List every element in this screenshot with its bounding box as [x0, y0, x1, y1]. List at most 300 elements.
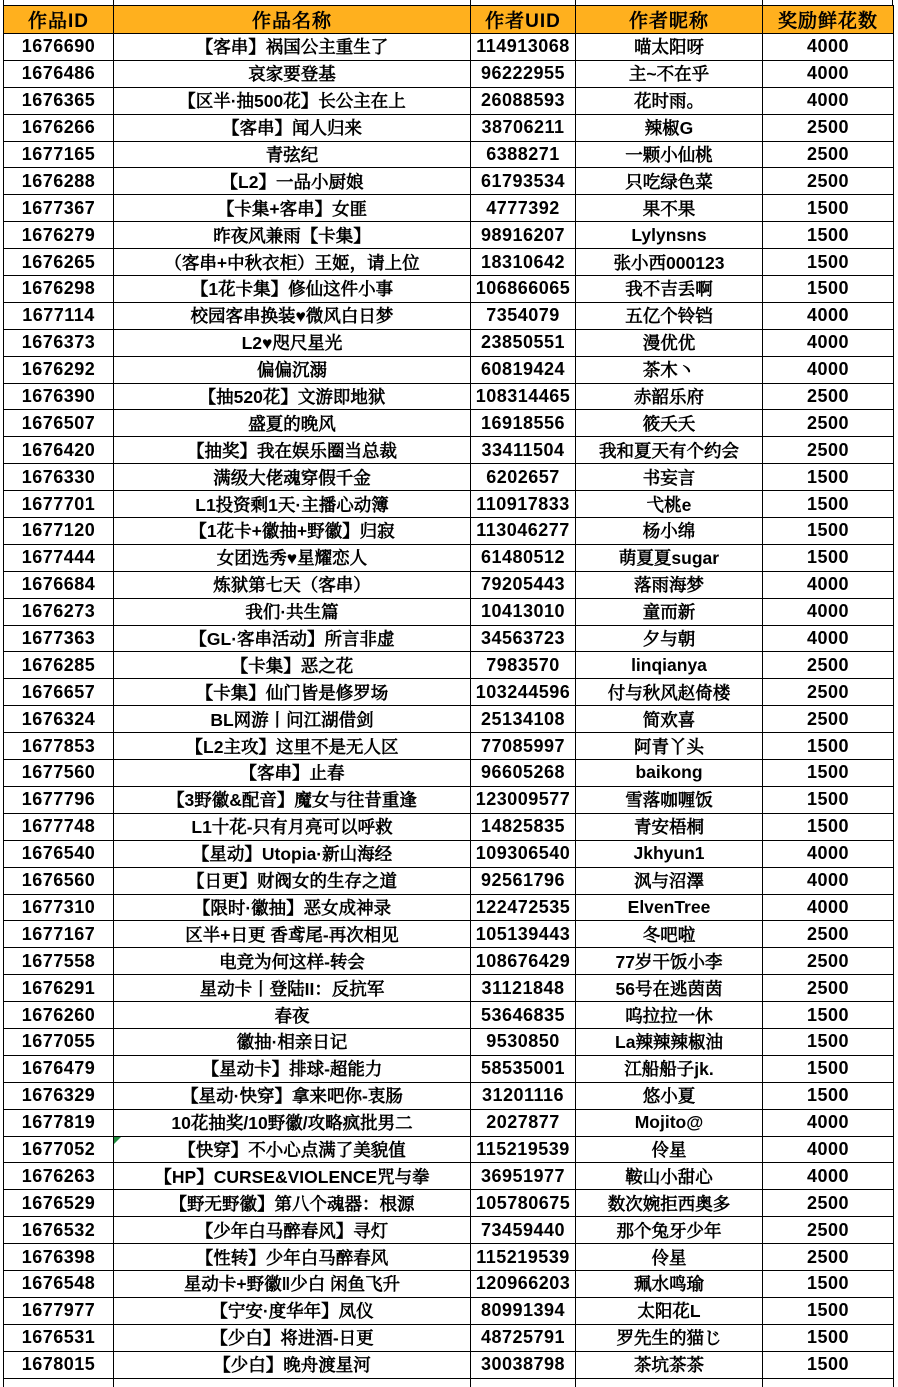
work-name-cell[interactable]: 青弦纪: [114, 141, 471, 168]
work-id-cell[interactable]: 1676279: [4, 222, 114, 249]
author-uid-cell[interactable]: 10413010: [471, 598, 576, 625]
work-id-cell[interactable]: 1677560: [4, 760, 114, 787]
author-uid-cell[interactable]: 2027877: [471, 1109, 576, 1136]
flower-count-cell[interactable]: 4000: [763, 867, 894, 894]
work-id-cell[interactable]: 1676540: [4, 840, 114, 867]
work-name-cell[interactable]: 【客串】祸国公主重生了: [114, 34, 471, 61]
work-id-cell[interactable]: 1676263: [4, 1163, 114, 1190]
author-nickname-cell[interactable]: 一颗小仙桃: [576, 141, 763, 168]
table-row: [4, 114, 894, 141]
work-id-cell[interactable]: 1676265: [4, 249, 114, 276]
work-id-cell[interactable]: 1677367: [4, 195, 114, 222]
author-nickname-cell[interactable]: 简欢喜: [576, 706, 763, 733]
author-nickname-cell[interactable]: 阿青丫头: [576, 733, 763, 760]
work-name-cell[interactable]: 春夜: [114, 1002, 471, 1029]
work-name-cell[interactable]: 【少白】晚舟渡星河: [114, 1351, 471, 1378]
author-uid-cell[interactable]: 96222955: [471, 60, 576, 87]
table-row: [4, 383, 894, 410]
author-uid-cell[interactable]: 98916207: [471, 222, 576, 249]
flower-count-cell[interactable]: 2500: [763, 383, 894, 410]
flower-count-cell[interactable]: 1500: [763, 1082, 894, 1109]
work-id-cell[interactable]: 1676273: [4, 598, 114, 625]
flower-count-cell[interactable]: 2500: [763, 114, 894, 141]
work-id-cell[interactable]: 1676398: [4, 1244, 114, 1271]
flower-count-cell[interactable]: 1500: [763, 249, 894, 276]
author-nickname-cell[interactable]: 江船船子jk.: [576, 1055, 763, 1082]
work-id-cell[interactable]: 1676330: [4, 464, 114, 491]
author-nickname-cell[interactable]: 沨与沼澤: [576, 867, 763, 894]
table-row: [4, 1351, 894, 1378]
work-name-cell[interactable]: 【区半·抽500花】长公主在上: [114, 87, 471, 114]
author-nickname-cell[interactable]: 鞍山小甜心: [576, 1163, 763, 1190]
work-id-cell[interactable]: 1676373: [4, 329, 114, 356]
author-uid-cell[interactable]: 110917833: [471, 491, 576, 518]
work-id-cell[interactable]: 1677819: [4, 1109, 114, 1136]
column-header-author-nick[interactable]: 作者昵称: [576, 6, 763, 34]
flower-count-cell[interactable]: 2500: [763, 437, 894, 464]
author-nickname-cell[interactable]: 数次婉拒西奥多: [576, 1190, 763, 1217]
work-id-cell[interactable]: 1677120: [4, 518, 114, 545]
author-uid-cell[interactable]: 30038798: [471, 1351, 576, 1378]
table-row: [4, 87, 894, 114]
work-id-cell[interactable]: 1676657: [4, 679, 114, 706]
column-header-work-name[interactable]: 作品名称: [114, 6, 471, 34]
table-row: [4, 437, 894, 464]
author-nickname-cell[interactable]: Lylynsns: [576, 222, 763, 249]
author-uid-cell[interactable]: 26088593: [471, 87, 576, 114]
work-name-cell[interactable]: （客串+中秋衣柜）王姬，请上位: [114, 249, 471, 276]
table-body: [4, 34, 894, 1387]
work-id-cell[interactable]: 1676291: [4, 975, 114, 1002]
author-nickname-cell[interactable]: 冬吧啦: [576, 921, 763, 948]
author-uid-cell[interactable]: 108676429: [471, 948, 576, 975]
work-name-cell[interactable]: 【星动·快穿】拿来吧你-衷肠: [114, 1082, 471, 1109]
flower-count-cell[interactable]: 4000: [763, 87, 894, 114]
author-uid-cell[interactable]: 105780675: [471, 1190, 576, 1217]
table-row: [4, 786, 894, 813]
work-id-cell[interactable]: 1676329: [4, 1082, 114, 1109]
author-nickname-cell[interactable]: 筱夭夭: [576, 410, 763, 437]
flower-count-cell[interactable]: 4000: [763, 598, 894, 625]
work-name-cell[interactable]: 区半+日更 香鸢尾-再次相见: [114, 921, 471, 948]
flower-count-cell[interactable]: 1500: [763, 518, 894, 545]
author-nickname-cell[interactable]: Jkhyun1: [576, 840, 763, 867]
work-name-cell[interactable]: 【客串】止春: [114, 760, 471, 787]
author-nickname-cell[interactable]: 主~不在乎: [576, 60, 763, 87]
work-name-cell[interactable]: 徽抽·相亲日记: [114, 1028, 471, 1055]
author-uid-cell[interactable]: 120966203: [471, 1270, 576, 1297]
flower-count-cell[interactable]: 1500: [763, 1028, 894, 1055]
work-name-cell[interactable]: 【星动卡】排球-超能力: [114, 1055, 471, 1082]
work-id-cell[interactable]: 1677310: [4, 894, 114, 921]
work-name-cell[interactable]: L2♥咫尺星光: [114, 329, 471, 356]
work-name-cell[interactable]: 【卡集+客串】女匪: [114, 195, 471, 222]
author-nickname-cell[interactable]: 珮水鸣瑜: [576, 1270, 763, 1297]
flower-count-cell[interactable]: 2500: [763, 706, 894, 733]
flower-count-cell[interactable]: 1500: [763, 1297, 894, 1324]
partial-row: [4, 1378, 894, 1387]
work-name-cell[interactable]: 【L2主攻】这里不是无人区: [114, 733, 471, 760]
flower-count-cell[interactable]: 1500: [763, 1055, 894, 1082]
flower-count-cell[interactable]: 2500: [763, 948, 894, 975]
work-id-cell[interactable]: 1676690: [4, 34, 114, 61]
work-id-cell[interactable]: 1676684: [4, 571, 114, 598]
author-nickname-cell[interactable]: 漫优优: [576, 329, 763, 356]
work-id-cell[interactable]: 1676507: [4, 410, 114, 437]
flower-count-cell[interactable]: 1500: [763, 276, 894, 303]
work-id-cell[interactable]: 1676479: [4, 1055, 114, 1082]
author-uid-cell[interactable]: 58535001: [471, 1055, 576, 1082]
author-nickname-cell[interactable]: 辣椒G: [576, 114, 763, 141]
flower-count-cell[interactable]: 4000: [763, 1109, 894, 1136]
author-uid-cell[interactable]: 36951977: [471, 1163, 576, 1190]
author-nickname-cell[interactable]: 罗先生的猫じ: [576, 1324, 763, 1351]
table-row: [4, 168, 894, 195]
table-row: [4, 195, 894, 222]
work-name-cell[interactable]: 女团选秀♥星耀恋人: [114, 544, 471, 571]
table-row: [4, 679, 894, 706]
work-name-cell[interactable]: 哀家要登基: [114, 60, 471, 87]
author-nickname-cell[interactable]: 花时雨。: [576, 87, 763, 114]
author-uid-cell[interactable]: 18310642: [471, 249, 576, 276]
work-id-cell[interactable]: 1677055: [4, 1028, 114, 1055]
author-uid-cell[interactable]: 61793534: [471, 168, 576, 195]
empty-cell[interactable]: [4, 1378, 114, 1387]
flower-count-cell[interactable]: 4000: [763, 60, 894, 87]
flower-count-cell[interactable]: 2500: [763, 1190, 894, 1217]
author-nickname-cell[interactable]: 77岁干饭小李: [576, 948, 763, 975]
work-name-cell[interactable]: 偏偏沉溺: [114, 356, 471, 383]
work-name-cell[interactable]: 【1花卡集】修仙这件小事: [114, 276, 471, 303]
author-uid-cell[interactable]: 115219539: [471, 1136, 576, 1163]
flower-count-cell[interactable]: 4000: [763, 302, 894, 329]
table-row: [4, 141, 894, 168]
work-id-cell[interactable]: 1676288: [4, 168, 114, 195]
author-nickname-cell[interactable]: 五亿个铃铛: [576, 302, 763, 329]
table-row: [4, 1270, 894, 1297]
author-uid-cell[interactable]: 23850551: [471, 329, 576, 356]
work-id-cell[interactable]: 1677701: [4, 491, 114, 518]
author-uid-cell[interactable]: 4777392: [471, 195, 576, 222]
work-name-cell[interactable]: BL网游丨问江湖借剑: [114, 706, 471, 733]
flower-count-cell[interactable]: 4000: [763, 356, 894, 383]
author-nickname-cell[interactable]: 果不果: [576, 195, 763, 222]
work-name-cell[interactable]: 炼狱第七天（客串）: [114, 571, 471, 598]
author-nickname-cell[interactable]: 书妄言: [576, 464, 763, 491]
author-uid-cell[interactable]: 79205443: [471, 571, 576, 598]
table-row: [4, 813, 894, 840]
table-row: [4, 544, 894, 571]
author-uid-cell[interactable]: 73459440: [471, 1217, 576, 1244]
empty-cell[interactable]: [471, 1378, 576, 1387]
author-uid-cell[interactable]: 34563723: [471, 625, 576, 652]
work-name-cell[interactable]: 【卡集】恶之花: [114, 652, 471, 679]
table-row: [4, 302, 894, 329]
author-nickname-cell[interactable]: 付与秋风赵倚楼: [576, 679, 763, 706]
author-uid-cell[interactable]: 60819424: [471, 356, 576, 383]
empty-cell[interactable]: [763, 1378, 894, 1387]
author-nickname-cell[interactable]: 赤韶乐府: [576, 383, 763, 410]
author-nickname-cell[interactable]: 我和夏天有个约会: [576, 437, 763, 464]
table-row: [4, 276, 894, 303]
flower-count-cell[interactable]: 2500: [763, 652, 894, 679]
author-nickname-cell[interactable]: 呜拉拉一休: [576, 1002, 763, 1029]
work-name-cell[interactable]: 【客串】闻人归来: [114, 114, 471, 141]
work-id-cell[interactable]: 1676365: [4, 87, 114, 114]
author-uid-cell[interactable]: 80991394: [471, 1297, 576, 1324]
table-row: [4, 1217, 894, 1244]
table-row: [4, 1136, 894, 1163]
empty-cell[interactable]: [114, 1378, 471, 1387]
work-id-cell[interactable]: 1676548: [4, 1270, 114, 1297]
author-nickname-cell[interactable]: 弋桃e: [576, 491, 763, 518]
work-id-cell[interactable]: 1676298: [4, 276, 114, 303]
author-nickname-cell[interactable]: 太阳花L: [576, 1297, 763, 1324]
reward-table: [3, 5, 894, 1387]
table-row: [4, 1055, 894, 1082]
flower-count-cell[interactable]: 1500: [763, 544, 894, 571]
work-id-cell[interactable]: 1676390: [4, 383, 114, 410]
author-uid-cell[interactable]: 31121848: [471, 975, 576, 1002]
table-row: [4, 1028, 894, 1055]
work-name-cell[interactable]: 电竞为何这样-转会: [114, 948, 471, 975]
table-row: [4, 921, 894, 948]
table-row: [4, 733, 894, 760]
work-id-cell[interactable]: 1677114: [4, 302, 114, 329]
work-id-cell[interactable]: 1678015: [4, 1351, 114, 1378]
author-nickname-cell[interactable]: La辣辣辣椒油: [576, 1028, 763, 1055]
author-nickname-cell[interactable]: 悠小夏: [576, 1082, 763, 1109]
author-uid-cell[interactable]: 106866065: [471, 276, 576, 303]
work-name-cell[interactable]: 星动卡丨登陆II：反抗军: [114, 975, 471, 1002]
work-id-cell[interactable]: 1676531: [4, 1324, 114, 1351]
empty-cell[interactable]: [576, 1378, 763, 1387]
work-id-cell[interactable]: 1677748: [4, 813, 114, 840]
work-id-cell[interactable]: 1677853: [4, 733, 114, 760]
author-nickname-cell[interactable]: ElvenTree: [576, 894, 763, 921]
table-row: [4, 34, 894, 61]
author-nickname-cell[interactable]: 56号在逃茵茵: [576, 975, 763, 1002]
flower-count-cell[interactable]: 1500: [763, 786, 894, 813]
work-name-cell[interactable]: 【1花卡+徽抽+野徽】归寂: [114, 518, 471, 545]
author-nickname-cell[interactable]: linqianya: [576, 652, 763, 679]
author-uid-cell[interactable]: 6388271: [471, 141, 576, 168]
work-name-cell[interactable]: 【性转】少年白马醉春风: [114, 1244, 471, 1271]
flower-count-cell[interactable]: 1500: [763, 813, 894, 840]
flower-count-cell[interactable]: 2500: [763, 679, 894, 706]
author-uid-cell[interactable]: 114913068: [471, 34, 576, 61]
flower-count-cell[interactable]: 1500: [763, 760, 894, 787]
flower-count-cell[interactable]: 4000: [763, 329, 894, 356]
table-row: [4, 571, 894, 598]
author-uid-cell[interactable]: 33411504: [471, 437, 576, 464]
work-id-cell[interactable]: 1677977: [4, 1297, 114, 1324]
work-id-cell[interactable]: 1677444: [4, 544, 114, 571]
author-uid-cell[interactable]: 122472535: [471, 894, 576, 921]
table-row: [4, 60, 894, 87]
table-row: [4, 410, 894, 437]
work-id-cell[interactable]: 1676292: [4, 356, 114, 383]
work-name-cell[interactable]: 【少白】将进酒-日更: [114, 1324, 471, 1351]
author-nickname-cell[interactable]: 张小西000123: [576, 249, 763, 276]
author-uid-cell[interactable]: 6202657: [471, 464, 576, 491]
author-nickname-cell[interactable]: Mojito@: [576, 1109, 763, 1136]
work-id-cell[interactable]: 1676486: [4, 60, 114, 87]
author-nickname-cell[interactable]: 萌夏夏sugar: [576, 544, 763, 571]
work-name-cell[interactable]: 【抽520花】文游即地狱: [114, 383, 471, 410]
author-uid-cell[interactable]: 7983570: [471, 652, 576, 679]
work-name-cell[interactable]: 我们·共生篇: [114, 598, 471, 625]
flower-count-cell[interactable]: 1500: [763, 1270, 894, 1297]
work-name-cell[interactable]: 盛夏的晚风: [114, 410, 471, 437]
author-nickname-cell[interactable]: 那个兔牙少年: [576, 1217, 763, 1244]
work-id-cell[interactable]: 1676560: [4, 867, 114, 894]
author-uid-cell[interactable]: 9530850: [471, 1028, 576, 1055]
work-name-cell[interactable]: 【星动】Utopia·新山海经: [114, 840, 471, 867]
column-header-work-id[interactable]: 作品ID: [4, 6, 114, 34]
flower-count-cell[interactable]: 1500: [763, 222, 894, 249]
author-uid-cell[interactable]: 53646835: [471, 1002, 576, 1029]
author-nickname-cell[interactable]: 杨小绵: [576, 518, 763, 545]
flower-count-cell[interactable]: 2500: [763, 410, 894, 437]
work-name-cell[interactable]: 【日更】财阀女的生存之道: [114, 867, 471, 894]
table-row: [4, 1244, 894, 1271]
error-flag-triangle-icon: [114, 1137, 121, 1144]
table-row: [4, 464, 894, 491]
work-name-cell[interactable]: 【GL·客串活动】所言非虚: [114, 625, 471, 652]
flower-count-cell[interactable]: 1500: [763, 1324, 894, 1351]
author-uid-cell[interactable]: 31201116: [471, 1082, 576, 1109]
work-id-cell[interactable]: 1677796: [4, 786, 114, 813]
column-header-author-uid[interactable]: 作者UID: [471, 6, 576, 34]
flower-count-cell[interactable]: 4000: [763, 571, 894, 598]
work-name-cell[interactable]: 【L2】一品小厨娘: [114, 168, 471, 195]
flower-count-cell[interactable]: 1500: [763, 195, 894, 222]
work-name-cell[interactable]: 【野无野徽】第八个魂器：根源: [114, 1190, 471, 1217]
author-nickname-cell[interactable]: 伶星: [576, 1244, 763, 1271]
work-name-cell[interactable]: 昨夜风兼雨【卡集】: [114, 222, 471, 249]
flower-count-cell[interactable]: 4000: [763, 840, 894, 867]
work-name-cell[interactable]: 校园客串换装♥微风白日梦: [114, 302, 471, 329]
table-row: [4, 1297, 894, 1324]
work-id-cell[interactable]: 1677558: [4, 948, 114, 975]
flower-count-cell[interactable]: 1500: [763, 1002, 894, 1029]
table-row: [4, 598, 894, 625]
work-id-cell[interactable]: 1676420: [4, 437, 114, 464]
work-name-cell[interactable]: 【限时·徽抽】恶女成神录: [114, 894, 471, 921]
work-name-cell[interactable]: 【3野徽&配音】魔女与往昔重逢: [114, 786, 471, 813]
author-uid-cell[interactable]: 25134108: [471, 706, 576, 733]
author-nickname-cell[interactable]: 夕与朝: [576, 625, 763, 652]
column-header-flower-count[interactable]: 奖励鲜花数: [763, 6, 894, 34]
work-name-cell[interactable]: 【快穿】不小心点满了美貌值: [114, 1136, 471, 1163]
work-id-cell[interactable]: 1676529: [4, 1190, 114, 1217]
flower-count-cell[interactable]: 4000: [763, 894, 894, 921]
author-uid-cell[interactable]: 48725791: [471, 1324, 576, 1351]
work-name-cell[interactable]: L1投资剩1天·主播心动簿: [114, 491, 471, 518]
flower-count-cell[interactable]: 2500: [763, 975, 894, 1002]
author-nickname-cell[interactable]: 茶坑茶茶: [576, 1351, 763, 1378]
author-nickname-cell[interactable]: 只吃绿色菜: [576, 168, 763, 195]
author-uid-cell[interactable]: 77085997: [471, 733, 576, 760]
author-nickname-cell[interactable]: baikong: [576, 760, 763, 787]
author-nickname-cell[interactable]: 我不吉丢啊: [576, 276, 763, 303]
table-row: [4, 760, 894, 787]
author-uid-cell[interactable]: 16918556: [471, 410, 576, 437]
work-id-cell[interactable]: 1676285: [4, 652, 114, 679]
table-row: [4, 867, 894, 894]
author-nickname-cell[interactable]: 青安梧桐: [576, 813, 763, 840]
work-id-cell[interactable]: 1677052: [4, 1136, 114, 1163]
work-name-cell[interactable]: 【卡集】仙门皆是修罗场: [114, 679, 471, 706]
author-uid-cell[interactable]: 108314465: [471, 383, 576, 410]
flower-count-cell[interactable]: 2500: [763, 141, 894, 168]
author-uid-cell[interactable]: 109306540: [471, 840, 576, 867]
author-nickname-cell[interactable]: 喵太阳呀: [576, 34, 763, 61]
work-name-cell[interactable]: 【HP】CURSE&VIOLENCE咒与拳: [114, 1163, 471, 1190]
work-name-cell[interactable]: 【少年白马醉春风】寻灯: [114, 1217, 471, 1244]
author-uid-cell[interactable]: 96605268: [471, 760, 576, 787]
work-name-cell[interactable]: 满级大佬魂穿假千金: [114, 464, 471, 491]
author-nickname-cell[interactable]: 茶木丶: [576, 356, 763, 383]
flower-count-cell[interactable]: 1500: [763, 733, 894, 760]
table-row: [4, 249, 894, 276]
author-uid-cell[interactable]: 61480512: [471, 544, 576, 571]
flower-count-cell[interactable]: 4000: [763, 34, 894, 61]
author-uid-cell[interactable]: 115219539: [471, 1244, 576, 1271]
work-id-cell[interactable]: 1676260: [4, 1002, 114, 1029]
table-row: [4, 1163, 894, 1190]
author-uid-cell[interactable]: 103244596: [471, 679, 576, 706]
header-row: [4, 6, 894, 34]
author-uid-cell[interactable]: 113046277: [471, 518, 576, 545]
work-id-cell[interactable]: 1677363: [4, 625, 114, 652]
work-name-cell[interactable]: L1十花-只有月亮可以呼救: [114, 813, 471, 840]
flower-count-cell[interactable]: 1500: [763, 1351, 894, 1378]
author-nickname-cell[interactable]: 伶星: [576, 1136, 763, 1163]
work-id-cell[interactable]: 1676266: [4, 114, 114, 141]
author-uid-cell[interactable]: 38706211: [471, 114, 576, 141]
work-name-cell[interactable]: 【抽奖】我在娱乐圈当总裁: [114, 437, 471, 464]
flower-count-cell[interactable]: 1500: [763, 491, 894, 518]
flower-count-cell[interactable]: 2500: [763, 1217, 894, 1244]
author-uid-cell[interactable]: 123009577: [471, 786, 576, 813]
author-nickname-cell[interactable]: 童而新: [576, 598, 763, 625]
work-id-cell[interactable]: 1677165: [4, 141, 114, 168]
work-name-cell[interactable]: 星动卡+野徽‖少白 闲鱼飞升: [114, 1270, 471, 1297]
author-nickname-cell[interactable]: 雪落咖喱饭: [576, 786, 763, 813]
table-row: [4, 1002, 894, 1029]
work-id-cell[interactable]: 1676324: [4, 706, 114, 733]
flower-count-cell[interactable]: 4000: [763, 1163, 894, 1190]
flower-count-cell[interactable]: 4000: [763, 1136, 894, 1163]
work-name-cell[interactable]: 【宁安·度华年】凤仪: [114, 1297, 471, 1324]
flower-count-cell[interactable]: 1500: [763, 464, 894, 491]
table-row: [4, 894, 894, 921]
flower-count-cell[interactable]: 2500: [763, 168, 894, 195]
work-id-cell[interactable]: 1677167: [4, 921, 114, 948]
flower-count-cell[interactable]: 4000: [763, 625, 894, 652]
work-name-cell[interactable]: 10花抽奖/10野徽/攻略疯批男二: [114, 1109, 471, 1136]
author-nickname-cell[interactable]: 落雨海梦: [576, 571, 763, 598]
author-uid-cell[interactable]: 92561796: [471, 867, 576, 894]
author-uid-cell[interactable]: 105139443: [471, 921, 576, 948]
author-uid-cell[interactable]: 7354079: [471, 302, 576, 329]
work-id-cell[interactable]: 1676532: [4, 1217, 114, 1244]
flower-count-cell[interactable]: 2500: [763, 921, 894, 948]
flower-count-cell[interactable]: 2500: [763, 1244, 894, 1271]
author-uid-cell[interactable]: 14825835: [471, 813, 576, 840]
